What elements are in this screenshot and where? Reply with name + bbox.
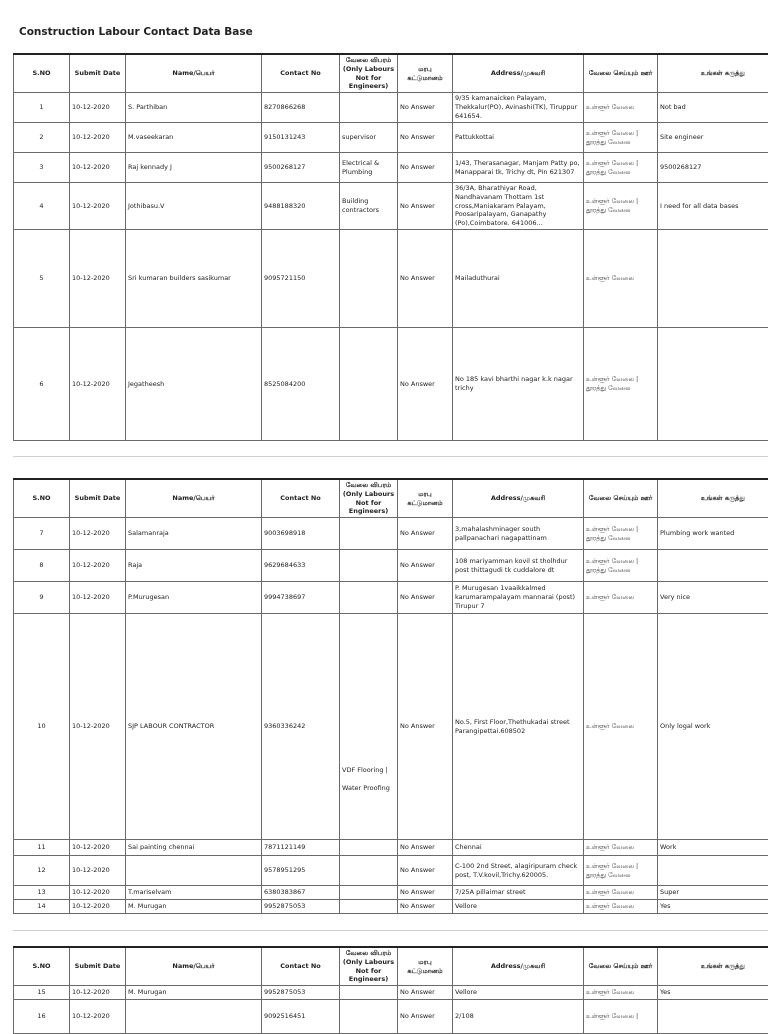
cell-traditional-construction: No Answer — [398, 230, 453, 328]
cell-workplace: உள்ளூர் வேலை — [584, 886, 658, 900]
cell-address: Mailaduthurai — [453, 230, 584, 328]
cell-submit-date: 10-12-2020 — [70, 1000, 126, 1034]
cell-traditional-construction: No Answer — [398, 550, 453, 582]
header-submit-date: Submit Date — [70, 947, 126, 986]
cell-work-details: Building contractors — [340, 183, 398, 230]
cell-sno: 16 — [14, 1000, 70, 1034]
cell-submit-date: 10-12-2020 — [70, 183, 126, 230]
cell-contact: 8270866268 — [262, 93, 340, 123]
cell-comment: I need for all data bases — [658, 183, 768, 230]
cell-name: S. Parthiban — [126, 93, 262, 123]
cell-address: Vellore — [453, 986, 584, 1000]
table-row — [14, 518, 768, 550]
cell-contact: 9488188320 — [262, 183, 340, 230]
cell-work-details — [340, 840, 398, 856]
cell-name: T.mariselvam — [126, 886, 262, 900]
cell-address: No 185 kavi bharthi nagar k.k nagar trichy — [453, 328, 584, 441]
cell-submit-date: 10-12-2020 — [70, 328, 126, 441]
cell-name: M.vaseekaran — [126, 123, 262, 153]
cell-address: Chennai — [453, 840, 584, 856]
labour-table-page-1 — [13, 53, 768, 441]
cell-name: Raja — [126, 550, 262, 582]
cell-work-details — [340, 1000, 398, 1034]
header-address: Address/முகவரி — [453, 947, 584, 986]
cell-work-details — [340, 328, 398, 441]
cell-name: Sri kumaran builders sasikumar — [126, 230, 262, 328]
header-comment: உங்கள் கருத்து — [658, 54, 768, 93]
cell-submit-date: 10-12-2020 — [70, 582, 126, 614]
cell-name: Salamanraja — [126, 518, 262, 550]
header-work-details: வேலை விபரம் (Only Labours Not for Engineers) — [340, 479, 398, 518]
cell-name: M. Murugan — [126, 986, 262, 1000]
section-divider — [13, 456, 768, 457]
cell-name: Jothibasu.V — [126, 183, 262, 230]
cell-traditional-construction: No Answer — [398, 886, 453, 900]
table-row — [14, 582, 768, 614]
cell-work-details — [340, 986, 398, 1000]
header-traditional-construction: மரபு கட்டுமானம் — [398, 54, 453, 93]
cell-sno: 2 — [14, 123, 70, 153]
cell-sno: 5 — [14, 230, 70, 328]
table-row — [14, 230, 768, 328]
header-contact: Contact No — [262, 947, 340, 986]
cell-address: 3,mahalashminager south pallpanachari nagapattinam — [453, 518, 584, 550]
cell-comment — [658, 856, 768, 886]
cell-contact: 9150131243 — [262, 123, 340, 153]
cell-comment: Plumbing work wanted — [658, 518, 768, 550]
cell-submit-date: 10-12-2020 — [70, 840, 126, 856]
cell-address: 9/35 kamanaicken Palayam, Thekkalur(PO), Avinashi(TK), Tiruppur 641654. — [453, 93, 584, 123]
cell-sno: 11 — [14, 840, 70, 856]
cell-address: 108 mariyamman kovil st tholhdur post thittagudi tk cuddalore dt — [453, 550, 584, 582]
header-name: Name/பெயர் — [126, 479, 262, 518]
cell-traditional-construction: No Answer — [398, 856, 453, 886]
cell-workplace: உள்ளூர் வேலை | தூரத்து வேலை — [584, 123, 658, 153]
cell-address: No.5, First Floor,Thethukadai street Parangipettai.608502 — [453, 614, 584, 840]
table-header-row — [14, 54, 768, 93]
header-comment: உங்கள் கருத்து — [658, 947, 768, 986]
cell-address: 1/43, Therasanagar, Manjam Patty po, Manapparai tk, Trichy dt, Pin 621307 — [453, 153, 584, 183]
cell-traditional-construction: No Answer — [398, 900, 453, 914]
cell-work-details — [340, 518, 398, 550]
cell-sno: 6 — [14, 328, 70, 441]
cell-comment — [658, 550, 768, 582]
cell-comment: Super — [658, 886, 768, 900]
cell-work-details — [340, 230, 398, 328]
header-workplace: வேலை செய்யும் ஊர் — [584, 54, 658, 93]
cell-sno: 10 — [14, 614, 70, 840]
cell-work-details: Electrical & Plumbing — [340, 153, 398, 183]
cell-sno: 15 — [14, 986, 70, 1000]
cell-comment: Yes — [658, 986, 768, 1000]
table-header-row — [14, 947, 768, 986]
labour-table-page-3 — [13, 946, 768, 1034]
table-row — [14, 856, 768, 886]
cell-traditional-construction: No Answer — [398, 614, 453, 840]
cell-traditional-construction: No Answer — [398, 518, 453, 550]
cell-name: M. Murugan — [126, 900, 262, 914]
cell-workplace: உள்ளூர் வேலை — [584, 230, 658, 328]
cell-workplace: உள்ளூர் வேலை | தூரத்து வேலை — [584, 518, 658, 550]
cell-comment — [658, 1000, 768, 1034]
header-address: Address/முகவரி — [453, 54, 584, 93]
header-sno: S.NO — [14, 54, 70, 93]
header-contact: Contact No — [262, 479, 340, 518]
labour-table-page-2 — [13, 478, 768, 914]
cell-workplace: உள்ளூர் வேலை — [584, 840, 658, 856]
cell-comment: Yes — [658, 900, 768, 914]
cell-traditional-construction: No Answer — [398, 328, 453, 441]
header-comment: உங்கள் கருத்து — [658, 479, 768, 518]
cell-submit-date: 10-12-2020 — [70, 900, 126, 914]
table-header-row — [14, 479, 768, 518]
cell-name: P.Murugesan — [126, 582, 262, 614]
cell-contact: 9360336242 — [262, 614, 340, 840]
cell-traditional-construction: No Answer — [398, 840, 453, 856]
cell-submit-date: 10-12-2020 — [70, 856, 126, 886]
header-sno: S.NO — [14, 479, 70, 518]
cell-submit-date: 10-12-2020 — [70, 986, 126, 1000]
cell-name: Jegatheesh — [126, 328, 262, 441]
cell-contact: 7871121149 — [262, 840, 340, 856]
cell-workplace: உள்ளூர் வேலை — [584, 986, 658, 1000]
cell-comment: Work — [658, 840, 768, 856]
cell-workplace: உள்ளூர் வேலை | தூரத்து வேலை — [584, 153, 658, 183]
table-row — [14, 1000, 768, 1034]
cell-submit-date: 10-12-2020 — [70, 518, 126, 550]
cell-workplace: உள்ளூர் வேலை | தூரத்து வேலை — [584, 856, 658, 886]
table-row — [14, 93, 768, 123]
header-traditional-construction: மரபு கட்டுமானம் — [398, 479, 453, 518]
cell-traditional-construction: No Answer — [398, 1000, 453, 1034]
header-workplace: வேலை செய்யும் ஊர் — [584, 479, 658, 518]
section-divider — [13, 930, 768, 931]
cell-comment — [658, 328, 768, 441]
cell-work-details — [340, 856, 398, 886]
cell-traditional-construction: No Answer — [398, 153, 453, 183]
header-sno: S.NO — [14, 947, 70, 986]
cell-work-details — [340, 900, 398, 914]
cell-contact: 9003698918 — [262, 518, 340, 550]
cell-sno: 1 — [14, 93, 70, 123]
cell-work-details: supervisor — [340, 123, 398, 153]
cell-contact: 9952875053 — [262, 986, 340, 1000]
cell-sno: 14 — [14, 900, 70, 914]
page-title: Construction Labour Contact Data Base — [19, 26, 253, 38]
cell-comment: Not bad — [658, 93, 768, 123]
table-row — [14, 153, 768, 183]
cell-traditional-construction: No Answer — [398, 123, 453, 153]
cell-submit-date: 10-12-2020 — [70, 93, 126, 123]
cell-name: SJP LABOUR CONTRACTOR — [126, 614, 262, 840]
cell-traditional-construction: No Answer — [398, 986, 453, 1000]
cell-name: Sai painting chennai — [126, 840, 262, 856]
cell-name — [126, 856, 262, 886]
cell-name — [126, 1000, 262, 1034]
cell-comment: Only logal work — [658, 614, 768, 840]
cell-address: 2/108 — [453, 1000, 584, 1034]
header-name: Name/பெயர் — [126, 54, 262, 93]
cell-contact: 9578951295 — [262, 856, 340, 886]
cell-submit-date: 10-12-2020 — [70, 614, 126, 840]
cell-workplace: உள்ளூர் வேலை | தூரத்து வேலை — [584, 183, 658, 230]
cell-comment: 9500268127 — [658, 153, 768, 183]
header-traditional-construction: மரபு கட்டுமானம் — [398, 947, 453, 986]
table-row — [14, 183, 768, 230]
header-submit-date: Submit Date — [70, 479, 126, 518]
cell-work-details — [340, 550, 398, 582]
cell-address: Vellore — [453, 900, 584, 914]
cell-submit-date: 10-12-2020 — [70, 550, 126, 582]
cell-contact: 6380383867 — [262, 886, 340, 900]
cell-contact: 9500268127 — [262, 153, 340, 183]
cell-workplace: உள்ளூர் வேலை — [584, 614, 658, 840]
cell-contact: 9092516451 — [262, 1000, 340, 1034]
cell-work-details — [340, 582, 398, 614]
cell-sno: 7 — [14, 518, 70, 550]
cell-contact: 9952875053 — [262, 900, 340, 914]
cell-sno: 9 — [14, 582, 70, 614]
header-work-details: வேலை விபரம் (Only Labours Not for Engineers) — [340, 947, 398, 986]
cell-traditional-construction: No Answer — [398, 582, 453, 614]
cell-sno: 4 — [14, 183, 70, 230]
cell-address: P. Murugesan 1vaaikkalmed karumarampalayam mannarai (post) Tirupur 7 — [453, 582, 584, 614]
cell-work-details — [340, 93, 398, 123]
cell-address: 7/25A pillaimar street — [453, 886, 584, 900]
cell-sno: 12 — [14, 856, 70, 886]
cell-workplace: உள்ளூர் வேலை — [584, 582, 658, 614]
cell-comment: Very nice — [658, 582, 768, 614]
cell-traditional-construction: No Answer — [398, 183, 453, 230]
cell-comment: Site engineer — [658, 123, 768, 153]
header-work-details: வேலை விபரம் (Only Labours Not for Engineers) — [340, 54, 398, 93]
table-row — [14, 986, 768, 1000]
table-row — [14, 550, 768, 582]
cell-address: 36/3A, Bharathiyar Road, Nandhavanam Thottam 1st cross,Maniakaram Palayam, Poosaripalayam, Ganapathy (Po),Coimbatore. 641006... — [453, 183, 584, 230]
header-contact: Contact No — [262, 54, 340, 93]
cell-sno: 8 — [14, 550, 70, 582]
cell-work-details: VDF Flooring | Water Proofing — [340, 614, 398, 840]
cell-submit-date: 10-12-2020 — [70, 886, 126, 900]
cell-address: Pattukkottai — [453, 123, 584, 153]
cell-contact: 9994738697 — [262, 582, 340, 614]
header-name: Name/பெயர் — [126, 947, 262, 986]
table-row — [14, 840, 768, 856]
table-row — [14, 328, 768, 441]
table-row — [14, 614, 768, 840]
cell-workplace: உள்ளூர் வேலை | — [584, 1000, 658, 1034]
cell-submit-date: 10-12-2020 — [70, 153, 126, 183]
cell-sno: 13 — [14, 886, 70, 900]
cell-workplace: உள்ளூர் வேலை — [584, 900, 658, 914]
table-row — [14, 886, 768, 900]
header-address: Address/முகவரி — [453, 479, 584, 518]
cell-name: Raj kennady J — [126, 153, 262, 183]
header-workplace: வேலை செய்யும் ஊர் — [584, 947, 658, 986]
table-row — [14, 123, 768, 153]
cell-workplace: உள்ளூர் வேலை | தூரத்து வேலை — [584, 550, 658, 582]
cell-contact: 8525084200 — [262, 328, 340, 441]
table-row — [14, 900, 768, 914]
cell-contact: 9095721150 — [262, 230, 340, 328]
cell-submit-date: 10-12-2020 — [70, 123, 126, 153]
cell-address: C-100 2nd Street, alagiripuram check post, T.V.kovil,Trichy.620005. — [453, 856, 584, 886]
cell-contact: 9629684633 — [262, 550, 340, 582]
cell-workplace: உள்ளூர் வேலை | தூரத்து வேலை — [584, 328, 658, 441]
cell-comment — [658, 230, 768, 328]
cell-submit-date: 10-12-2020 — [70, 230, 126, 328]
cell-workplace: உள்ளூர் வேலை — [584, 93, 658, 123]
cell-sno: 3 — [14, 153, 70, 183]
cell-traditional-construction: No Answer — [398, 93, 453, 123]
cell-work-details — [340, 886, 398, 900]
header-submit-date: Submit Date — [70, 54, 126, 93]
